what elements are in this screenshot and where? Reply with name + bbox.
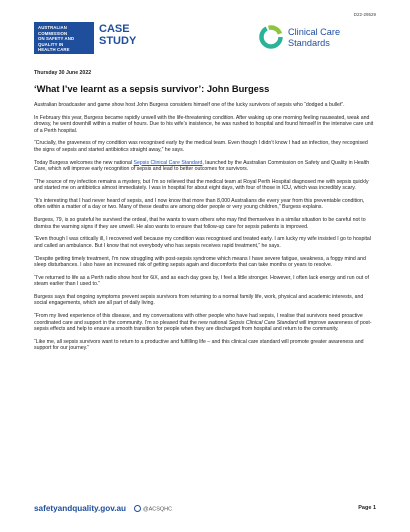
acsqhc-logo (34, 22, 94, 54)
paragraph-text: will improve awareness of post-sepsis effects and help to ensure a smooth transition for people when they are discharged from hospital and return to the community. (34, 319, 372, 333)
clinical-care-standards-logo (258, 24, 376, 54)
ccs-wordmark-line: Standards (288, 38, 330, 48)
acsqhc-logo-line: HEALTH CARE (38, 47, 70, 53)
paragraph: “Even though I was critically ill, I recovered well because my condition was recognised and treated early. I am lucky my wife insisted I go to hospital and called an ambulance. But I know that not everybody who has sepsis receives rapid treatment,” he says. (34, 236, 371, 249)
ccs-wordmark-line: Clinical Care (288, 27, 341, 37)
paragraph-text: Today Burgess welcomes the new national (34, 159, 134, 166)
clinical-care-standards-icon (258, 24, 284, 50)
acsqhc-logo-line: ON SAFETY AND (38, 36, 75, 42)
sepsis-standard-link[interactable]: Sepsis Clinical Care Standard (133, 159, 203, 166)
page-number: Page 1 (358, 505, 376, 511)
acsqhc-logo-line: COMMISSION (38, 30, 68, 36)
twitter-handle[interactable] (134, 505, 172, 514)
paragraph: “Crucially, the graveness of my condition was recognised early by the medical team. Even though I didn’t know I had an infection, they recognised the signs of sepsis and started antibiotics straight away,” he says. (34, 140, 368, 153)
article-title: ‘What I’ve learnt as a sepsis survivor’: John Burgess (34, 83, 270, 94)
case-study-label (99, 23, 136, 47)
case-study-line: STUDY (99, 35, 137, 47)
twitter-icon (134, 505, 141, 512)
document-reference-number: D22-29529 (353, 12, 376, 17)
paragraph: Burgess, 79, is so grateful he survived the ordeal, that he wants to warn others who may find themselves in a similar situation to be careful not to dismiss the warning signs if they are unwell. He also wants to ensure that follow-up care for sepsis patients is improved. (34, 217, 366, 230)
paragraph: “I’ve returned to life as a Perth radio show host for 6iX, and as each day goes by, I feel a little stronger. However, I often lack energy and run out of steam earlier than I used to.” (34, 274, 369, 288)
paragraph: Australian broadcaster and game show host John Burgess considers himself one of the lucky survivors of sepsis who “dodged a bullet”. (34, 102, 345, 108)
acsqhc-logo-line: QUALITY IN (38, 41, 64, 47)
paragraph: In February this year, Burgess became rapidly unwell with the life-threatening condition. After waking up one morning feeling nauseated, weak and drowsy, he went downhill within a matter of hours. Due to his wife’s insistence, he was rushed to hospital and found himself in the intensive care unit of a Perth hospital. (34, 114, 374, 134)
paragraph (34, 160, 376, 173)
paragraph (34, 313, 376, 333)
publication-date: Thursday 30 June 2022 (34, 70, 92, 76)
twitter-handle-text: @ACSQHC (143, 506, 173, 513)
acsqhc-logo-line: AUSTRALIAN (38, 25, 67, 30)
paragraph-text: , launched by the Australian Commission on Safety and Quality in Health Care, which will improve early recognition of sepsis and lead to better outcomes for survivors. (34, 159, 370, 173)
paragraph: “Despite getting timely treatment, I’m now struggling with post-sepsis syndrome which means I have severe fatigue, weakness, a foggy mind and sleep disturbances. I also have an increased risk of getting sepsis again and discomforts that can take months or years to resolve. (34, 255, 366, 268)
page-header (34, 22, 376, 56)
page-footer (34, 504, 376, 518)
article-body (34, 70, 376, 358)
standard-name-emphasis: Sepsis Clinical Care Standard (228, 319, 298, 326)
paragraph: “Like me, all sepsis survivors want to return to a productive and fulfilling life – and this clinical care standard will promote greater awareness and support for our journey.” (34, 338, 364, 352)
paragraph: Burgess says that ongoing symptoms prevent sepsis survivors from returning to a normal family life, work, physical and academic interests, and social engagements, which are all part of daily living. (34, 293, 364, 307)
paragraph: “The source of my infection remains a mystery, but I’m so relieved that the medical team at Royal Perth Hospital diagnosed me with sepsis quickly and started me on antibiotics almost immediately. I was in hospital for about eight days, with four of those in ICU, which was incredibly scary. (34, 178, 369, 192)
clinical-care-standards-wordmark (288, 27, 340, 49)
paragraph: “It’s interesting that I had never heard of sepsis, and I now know that more than 8,000 Australians die every year from this preventable condition, often within a matter of a day or two. Many of these deaths are among older people or very young children,” Burgess explains. (34, 197, 365, 211)
case-study-line: CASE (99, 23, 130, 35)
paragraph-text: “From my lived experience of this disease, and my conversations with other people who have had sepsis, I realise that survivors need proactive coordinated care and support in the community. I’m so pleased that the new national (34, 313, 363, 326)
website-link[interactable]: safetyandquality.gov.au (34, 504, 127, 513)
